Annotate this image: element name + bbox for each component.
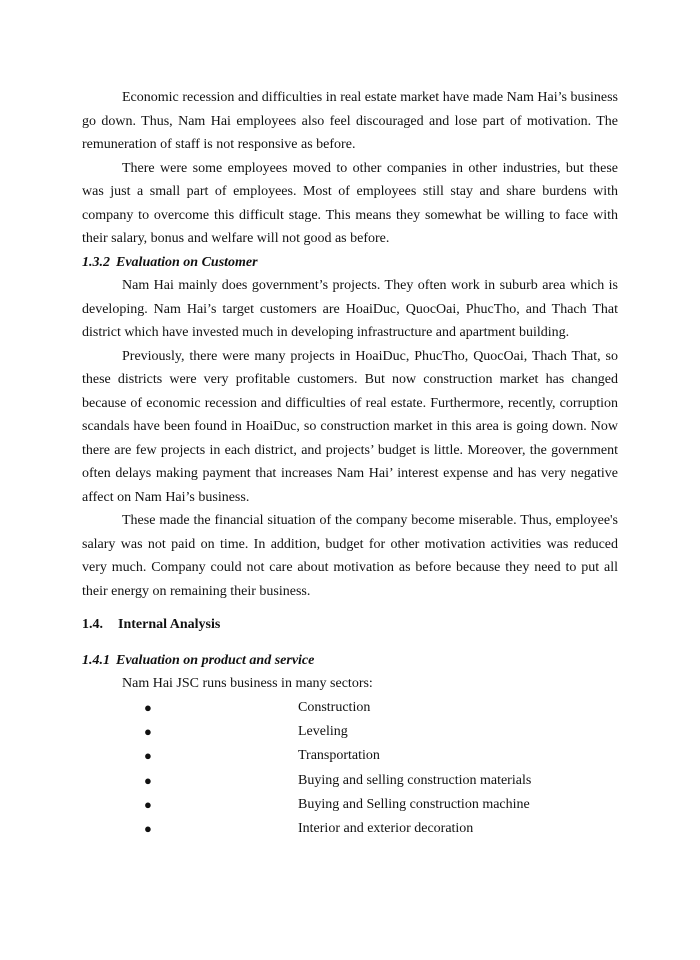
- body-paragraph: There were some employees moved to other companies in other industries, but these was just a small part of employees. Most of employees still stay and share burdens with company to overcome this difficult stage. This means they somewhat be willing to face with their salary, bonus and welfare will not good as before.: [82, 160, 618, 246]
- body-paragraph: These made the financial situation of the company become miserable. Thus, employee's salary was not paid on time. In addition, budget for other motivation activities was reduced very much. Company could not care about motivation as before because they need to put all their energy on remaining their business.: [82, 513, 618, 599]
- section-heading-1-4: [82, 613, 618, 637]
- bullet-icon: ●: [144, 797, 152, 813]
- bullet-icon: ●: [144, 748, 152, 764]
- list-item: [82, 744, 618, 768]
- section-title: Evaluation on Customer: [116, 254, 258, 270]
- section-title: Internal Analysis: [118, 617, 221, 632]
- list-item: [82, 769, 618, 793]
- bullet-icon: ●: [144, 699, 152, 715]
- section-heading-1-4-1: [82, 649, 618, 673]
- sector-label: Buying and Selling construction machine: [298, 797, 530, 813]
- sector-label: Buying and selling construction materials: [298, 772, 532, 788]
- section-heading-1-3-2: [82, 251, 618, 275]
- body-paragraph: Previously, there were many projects in HoaiDuc, PhucTho, QuocOai, Thach That, so these districts were very profitable customers. But now construction market has changed because of economic recession and difficulties of real estate. Furthermore, recently, corruption scandals have been found in HoaiDuc, so construction market in this area is going down. Now there are few projects in each district, and projects’ budget is little. Moreover, the government often delays making payment that increases Nam Hai’ interest expense and has very negative affect on Nam Hai’s business.: [82, 348, 618, 505]
- body-paragraph: Economic recession and difficulties in real estate market have made Nam Hai’s business go down. Thus, Nam Hai employees also feel discouraged and lose part of motivation. The remuneration of staff is not responsive as before.: [82, 90, 618, 152]
- list-item: [82, 793, 618, 817]
- bullet-icon: ●: [144, 723, 152, 739]
- sector-label: Transportation: [298, 748, 380, 764]
- bullet-icon: ●: [144, 772, 152, 788]
- document-page: [82, 86, 618, 842]
- list-item: [82, 720, 618, 744]
- section-number: 1.3.2: [82, 254, 110, 270]
- sector-label: Interior and exterior decoration: [298, 821, 474, 837]
- bullet-icon: ●: [144, 821, 152, 837]
- sectors-list: [82, 696, 618, 842]
- section-number: 1.4.: [82, 617, 103, 632]
- body-paragraph: Nam Hai mainly does government’s projects. They often work in suburb area which is developing. Nam Hai’s target customers are HoaiDuc, QuocOai, PhucTho, and Thach That district which have invested much in developing infrastructure and apartment building.: [82, 278, 618, 340]
- list-item: [82, 817, 618, 841]
- section-title: Evaluation on product and service: [116, 652, 315, 668]
- sectors-intro: Nam Hai JSC runs business in many sectors:: [122, 676, 373, 691]
- section-number: 1.4.1: [82, 652, 110, 668]
- list-item: [82, 696, 618, 720]
- sector-label: Leveling: [298, 723, 348, 739]
- sector-label: Construction: [298, 699, 371, 715]
